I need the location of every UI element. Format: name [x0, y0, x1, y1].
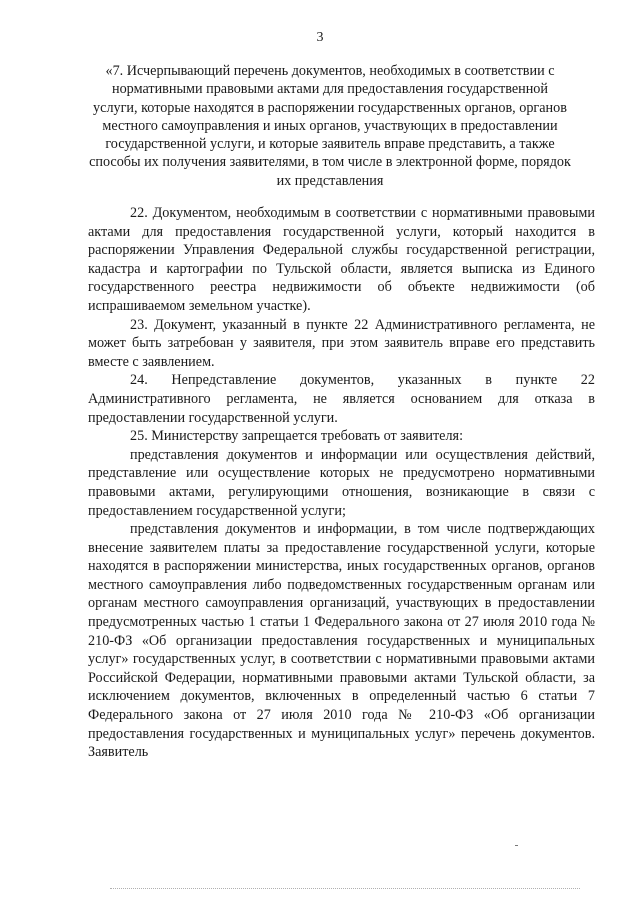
paragraph-24: 24. Непредставление документов, указанных в пункте 22 Административного регламента, не является основанием для отказа в предоставлении государственной услуги.: [88, 372, 595, 426]
paragraph-25-item-1: представления документов и информации или осуществления действий, представление или осуществление которых не предусмотрено нормативными правовыми актами, регулирующими отношения, возникающие в связи с предоставлением государственной услуги;: [88, 446, 595, 519]
paragraph-25-item-2: представления документов и информации, в том числе подтверждающих внесение заявителем платы за предоставление государственной услуги, которые находятся в распоряжении министерства, иных государственных органов, органов местного самоуправления либо подведомственных государственным органам или органам местного самоуправления организаций, участвующих в предоставлении предусмотренных частью 1 статьи 1 Федерального закона от 27 июля 2010 года № 210-ФЗ «Об организации предоставления государственных и муниципальных услуг» государственных услуг, в соответствии с нормативными правовыми актами Российской Федерации, нормативными правовыми актами Тульской области, за исключением документов, включенных в определенный частью 6 статьи 7 Федерального закона от 27 июля 2010 года № 210-ФЗ «Об организации предоставления государственных и муниципальных услуг» перечень документов. Заявитель: [88, 521, 595, 761]
page-number: 3: [316, 30, 324, 45]
document-body: [88, 204, 595, 762]
section-heading: «7. Исчерпывающий перечень документов, необходимых в соответствии с нормативными правовыми актами для предоставления государственной услуги, которые находятся в распоряжении государственных органов, органов местного самоуправления и иных органов, участвующих в предоставлении государственной услуги, и которые заявитель вправе представить, а также способы их получения заявителями, в том числе в электронной форме, порядок их представления: [89, 63, 571, 189]
scan-mark: [515, 845, 518, 846]
scan-artifact-line: [110, 888, 580, 890]
paragraph-25: 25. Министерству запрещается требовать от заявителя:: [130, 428, 464, 445]
paragraph-22: 22. Документом, необходимым в соответствии с нормативными правовыми актами для предоставления государственной услуги, который находится в распоряжении Управления Федеральной службы государственной регистрации, кадастра и картографии по Тульской области, является выписка из Единого государственного реестра недвижимости об объекте недвижимости (об испрашиваемом земельном участке).: [88, 205, 595, 314]
paragraph-23: 23. Документ, указанный в пункте 22 Административного регламента, не может быть затребован у заявителя, при этом заявитель вправе его представить вместе с заявлением.: [88, 316, 595, 370]
